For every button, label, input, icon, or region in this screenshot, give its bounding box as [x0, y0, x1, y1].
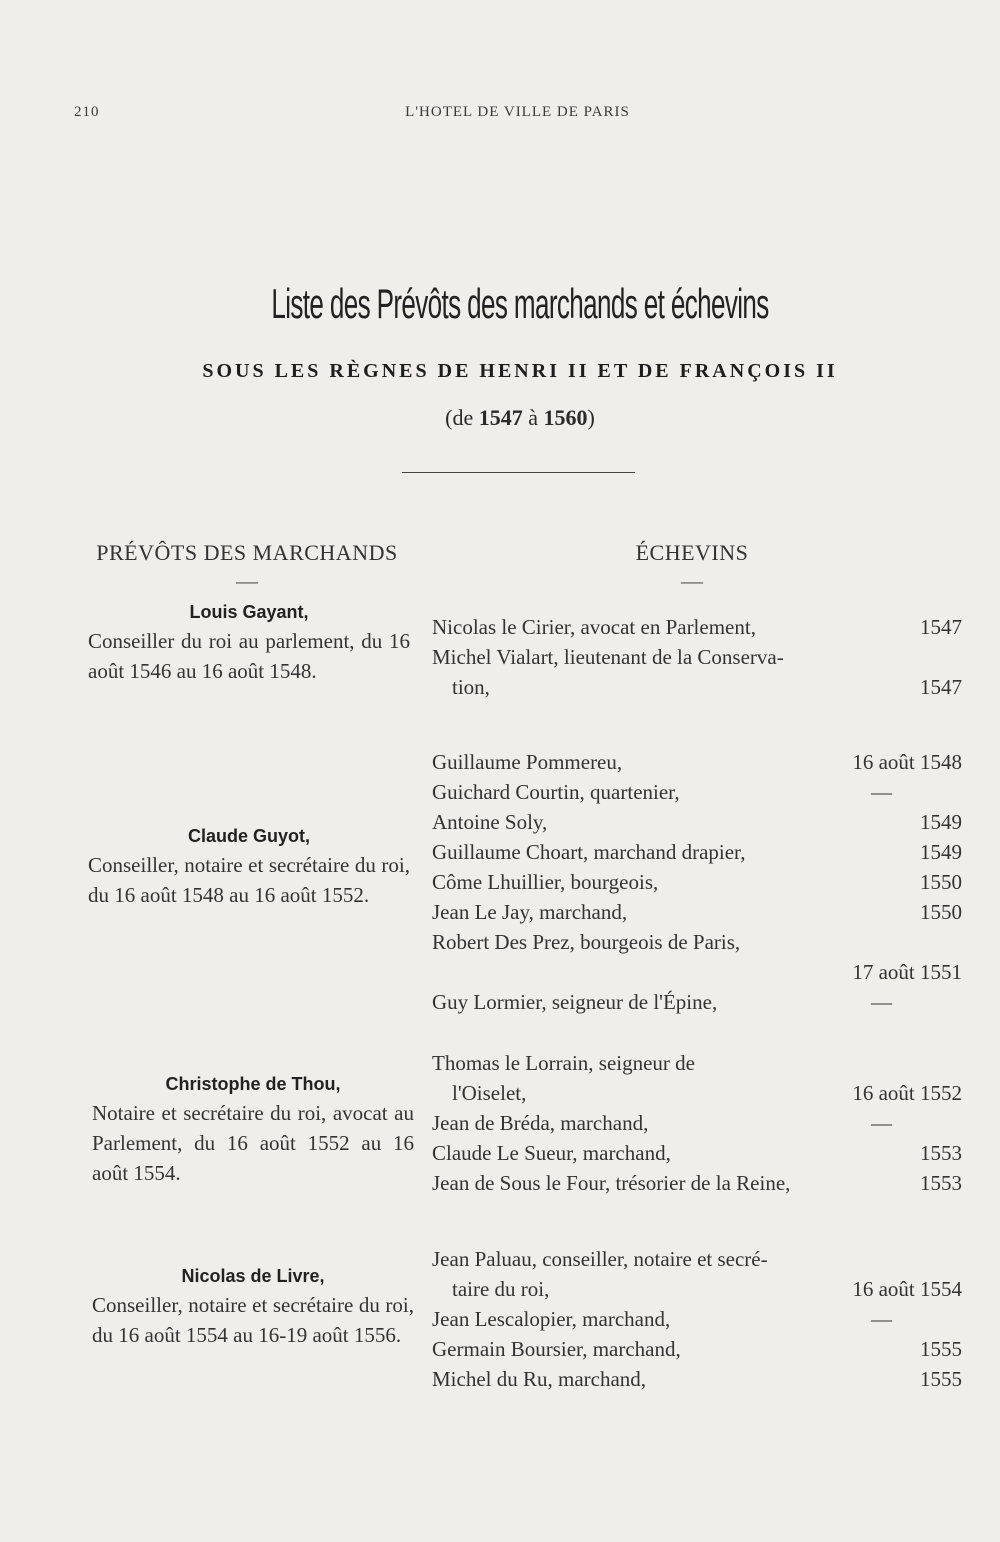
echevin-name: Germain Boursier, marchand,: [432, 1337, 681, 1361]
date-range-mid: à: [522, 405, 544, 430]
echevin-name: Jean Le Jay, marchand,: [432, 900, 628, 924]
echevin-name: tion,: [452, 675, 490, 699]
page-number: 210: [74, 104, 100, 120]
prevots-column-heading: PRÉVÔTS DES MARCHANDS: [96, 540, 398, 565]
echevin-row: [432, 1048, 962, 1078]
echevin-date: 1555: [920, 1337, 962, 1361]
provost-description: Conseiller, notaire et secrétaire du roi, du 16 août 1554 au 16-19 août 1556.: [92, 1293, 414, 1347]
echevin-row: [432, 927, 962, 957]
echevin-date: 1553: [920, 1171, 962, 1195]
echevin-name: taire du roi,: [452, 1277, 550, 1301]
echevins-group: [432, 1048, 962, 1198]
echevin-row: [432, 837, 962, 867]
provost-name: Claude Guyot,: [187, 826, 310, 846]
echevin-date: 1549: [920, 810, 962, 834]
echevins-group: [432, 612, 962, 702]
echevin-row: [432, 897, 962, 927]
echevin-date: —: [871, 990, 892, 1014]
echevin-name: Guillaume Pommereu,: [432, 750, 623, 774]
echevin-name: Guillaume Choart, marchand drapier,: [432, 840, 746, 864]
echevins-column-heading: ÉCHEVINS: [635, 540, 749, 565]
echevin-row: [432, 1244, 962, 1274]
provost-name: Louis Gayant,: [189, 602, 309, 622]
echevin-row: [432, 642, 962, 672]
provost-name: Nicolas de Livre,: [181, 1266, 325, 1286]
title-divider: [402, 472, 635, 473]
echevin-row: [432, 1108, 962, 1138]
echevin-name: Côme Lhuillier, bourgeois,: [432, 870, 659, 894]
provost-description: Notaire et secrétaire du roi, avocat au Parlement, du 16 août 1552 au 16 août 1554.: [92, 1101, 414, 1185]
echevin-row: [432, 867, 962, 897]
echevin-row: [432, 747, 962, 777]
date-range-close: ): [587, 405, 595, 430]
echevin-row: [432, 1168, 962, 1198]
echevin-date: 1553: [920, 1141, 962, 1165]
prevots-heading-dash: —: [236, 568, 258, 593]
echevin-date: —: [871, 780, 892, 804]
provost-entry: [88, 822, 410, 910]
provost-description: Conseiller du roi au parlement, du 16 août 1546 au 16 août 1548.: [88, 629, 410, 683]
echevin-name: Nicolas le Cirier, avocat en Parlement,: [432, 615, 756, 639]
echevin-row: [432, 1138, 962, 1168]
echevin-date: 1547: [920, 615, 962, 639]
echevin-name: Jean Paluau, conseiller, notaire et secré-: [432, 1247, 768, 1271]
echevin-row: [432, 987, 962, 1017]
page-subtitle: SOUS LES RÈGNES DE HENRI II ET DE FRANÇOIS II: [202, 360, 838, 382]
echevin-date: —: [871, 1307, 892, 1331]
echevin-row: [432, 672, 962, 702]
echevin-name: Guy Lormier, seigneur de l'Épine,: [432, 990, 718, 1014]
echevin-date: 1549: [920, 840, 962, 864]
echevin-date: —: [871, 1111, 892, 1135]
echevin-name: Claude Le Sueur, marchand,: [432, 1141, 671, 1165]
echevins-heading-dash: —: [681, 568, 703, 593]
echevin-name: Thomas le Lorrain, seigneur de: [432, 1051, 695, 1075]
echevin-date: 16 août 1548: [852, 750, 962, 774]
provost-description: Conseiller, notaire et secrétaire du roi, du 16 août 1548 au 16 août 1552.: [88, 853, 410, 907]
page-title: Liste des Prévôts des marchands et échevins: [271, 280, 769, 327]
echevin-name: Jean de Sous le Four, trésorier de la Reine,: [432, 1171, 791, 1195]
provost-entry: [92, 1262, 414, 1350]
date-range-end: 1560: [543, 405, 588, 430]
echevin-name: Jean de Bréda, marchand,: [432, 1111, 649, 1135]
provost-entry: [92, 1070, 414, 1188]
echevin-row: [432, 1364, 962, 1394]
echevin-row: [432, 612, 962, 642]
echevin-date: 17 août 1551: [852, 960, 962, 984]
echevin-date: 16 août 1554: [852, 1277, 962, 1301]
echevin-name: Robert Des Prez, bourgeois de Paris,: [432, 930, 741, 954]
echevin-name: Michel Vialart, lieutenant de la Conserva-: [432, 645, 784, 669]
echevin-row: [432, 1304, 962, 1334]
provost-entry: [88, 598, 410, 686]
echevin-row: [432, 777, 962, 807]
echevin-date: 1550: [920, 870, 962, 894]
echevin-name: l'Oiselet,: [452, 1081, 527, 1105]
running-title: L'HOTEL DE VILLE DE PARIS: [405, 104, 630, 120]
echevin-name: Jean Lescalopier, marchand,: [432, 1307, 671, 1331]
date-range-start: 1547: [478, 405, 523, 430]
echevin-name: Michel du Ru, marchand,: [432, 1367, 647, 1391]
echevin-row: [432, 807, 962, 837]
date-range: [0, 405, 1000, 431]
date-range-open: (de: [445, 405, 479, 430]
echevin-date: 1547: [920, 675, 962, 699]
echevins-group: [432, 1244, 962, 1394]
provost-name: Christophe de Thou,: [165, 1074, 341, 1094]
echevin-row: [432, 1078, 962, 1108]
echevin-row: [432, 957, 962, 987]
echevin-name: Antoine Soly,: [432, 810, 548, 834]
echevin-date: 1555: [920, 1367, 962, 1391]
echevin-row: [432, 1274, 962, 1304]
echevin-date: 1550: [920, 900, 962, 924]
echevin-row: [432, 1334, 962, 1364]
echevin-name: Guichard Courtin, quartenier,: [432, 780, 680, 804]
echevin-date: 16 août 1552: [852, 1081, 962, 1105]
echevins-group: [432, 747, 962, 1017]
